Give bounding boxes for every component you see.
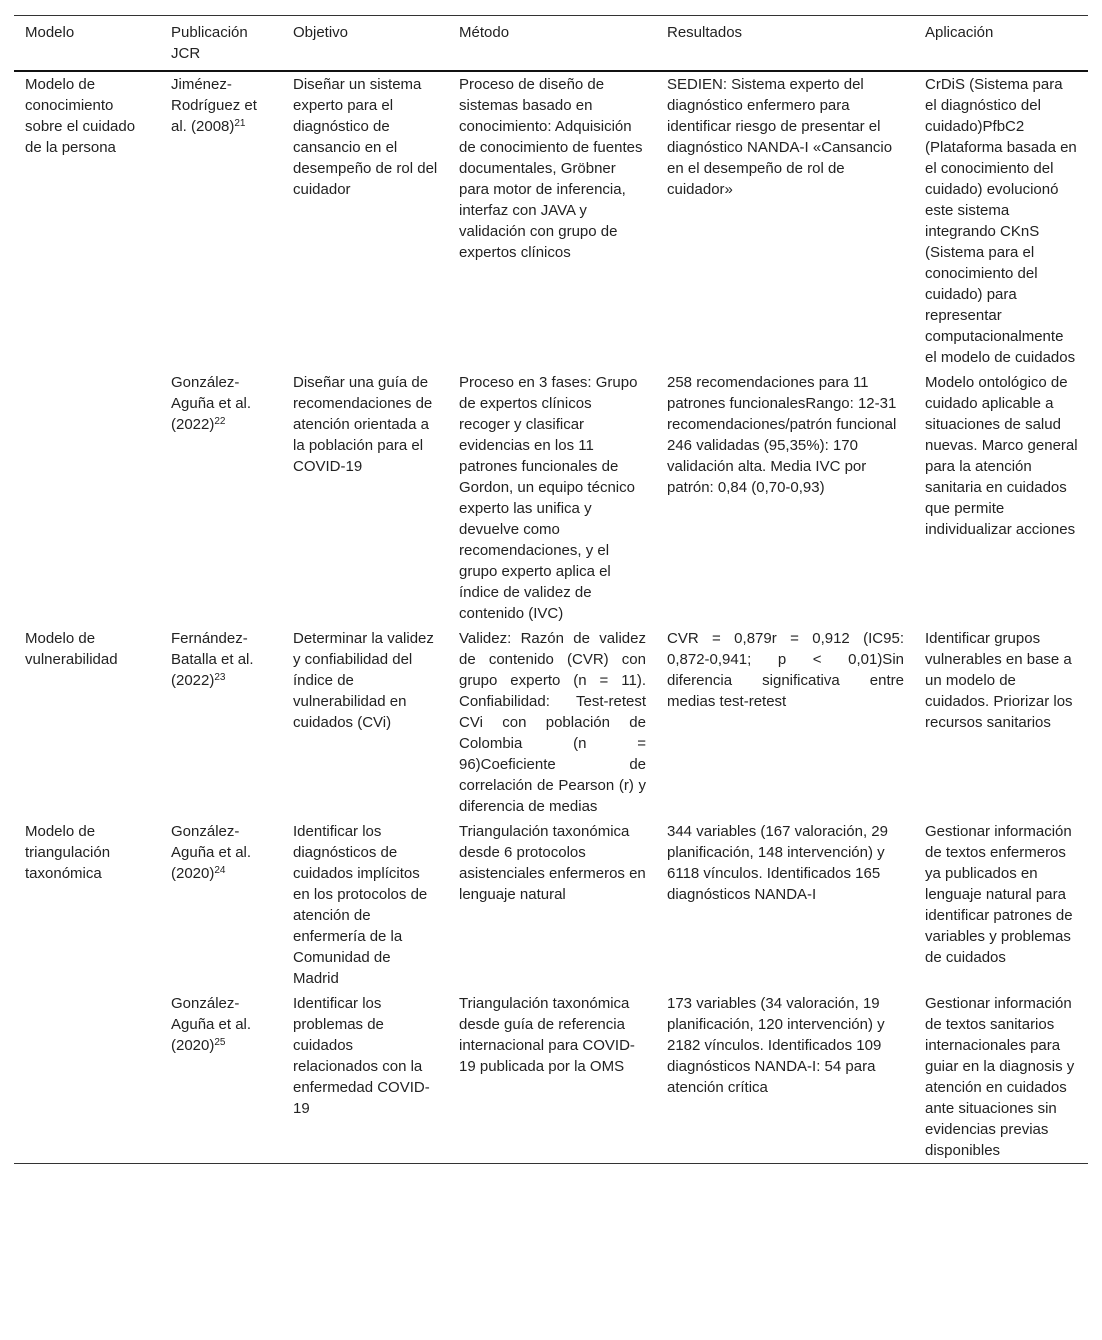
cell-objetivo: Identificar los problemas de cuidados relacionados con la enfermedad COVID-19 — [293, 995, 430, 1117]
cell-metodo: Proceso en 3 fases: Grupo de expertos clínicos recoger y clasificar evidencias en los 11 patrones funcionales de Gordon, un equipo técnico experto las unifica y devuelve como recomendaciones, y el grupo experto aplica el índice de validez de contenido (IVC) — [459, 374, 638, 622]
cell-aplicacion: Modelo ontológico de cuidado aplicable a situaciones de salud nuevas. Marco general para la atención sanitaria en cuidados que permite individualizar acciones — [925, 374, 1078, 538]
header-modelo: Modelo — [25, 24, 75, 41]
table-body — [14, 71, 1088, 1164]
author: Fernández-Batalla et al. — [171, 630, 254, 668]
author: González-Aguña et al. — [171, 995, 252, 1033]
cell-aplicacion: CrDiS (Sistema para el diagnóstico del cuidado)PfbC2 (Plataforma basada en el conocimiento del cuidado) evolucionó este sistema integrando CKnS (Sistema para el conocimiento del cuidado) para representar computacionalmente el modelo de cuidados — [925, 76, 1077, 366]
year: (2020) — [171, 865, 215, 882]
cell-metodo: Validez: Razón de validez de contenido (CVR) con grupo experto (n = 11). Confiabilidad: Test-retest CVi con población de Colombia (n = 96)Coeficiente de correlación de Pearson (r) y diferencia de medias — [459, 630, 646, 815]
reference-number: 24 — [214, 865, 226, 876]
year: (2008) — [191, 118, 235, 135]
reference-number: 25 — [214, 1037, 226, 1048]
cell-metodo: Triangulación taxonómica desde 6 protocolos asistenciales enfermeros en lenguaje natural — [459, 823, 646, 903]
cell-objetivo: Diseñar un sistema experto para el diagnóstico de cansancio en el desempeño de rol del cuidador — [293, 76, 438, 198]
cell-aplicacion: Gestionar información de textos enfermeros ya publicados en lenguaje natural para identificar patrones de variables y problemas de cuidados — [925, 823, 1073, 966]
year: (2022) — [171, 672, 215, 689]
models-table — [14, 15, 1088, 1164]
author: Jiménez-Rodríguez et al. — [171, 76, 257, 135]
header-metodo: Método — [459, 24, 510, 41]
cell-metodo: Triangulación taxonómica desde guía de referencia internacional para COVID-19 publicada por la OMS — [459, 995, 635, 1075]
cell-aplicacion: Identificar grupos vulnerables en base a un modelo de cuidados. Priorizar los recursos sanitarios — [925, 630, 1073, 731]
cell-publicacion — [160, 71, 282, 370]
table-row — [14, 71, 1088, 370]
cell-modelo: Modelo de triangulación taxonómica — [25, 823, 111, 882]
cell-aplicacion: Gestionar información de textos sanitarios internacionales para guiar en la diagnosis y atención en cuidados ante situaciones sin evidencias previas disponibles — [925, 995, 1075, 1159]
cell-resultados: 173 variables (34 valoración, 19 planificación, 120 intervención) y 2182 vínculos. Identificados 109 diagnósticos NANDA-I: 54 para atención crítica — [667, 995, 885, 1096]
table-row — [14, 819, 1088, 991]
cell-resultados: 344 variables (167 valoración, 29 planificación, 148 intervención) y 6118 vínculos. Identificados 165 diagnósticos NANDA-I — [667, 823, 888, 903]
author: González-Aguña et al. — [171, 374, 252, 412]
cell-metodo: Proceso de diseño de sistemas basado en conocimiento: Adquisición de conocimiento de fuentes documentales, Gröbner para motor de inferencia, interfaz con JAVA y validación con grupo de expertos clínicos — [459, 76, 643, 261]
header-objetivo: Objetivo — [293, 24, 349, 41]
cell-objetivo: Diseñar una guía de recomendaciones de atención orientada a la población para el COVID-19 — [293, 374, 433, 475]
table-row — [14, 370, 1088, 626]
year: (2022) — [171, 416, 215, 433]
cell-resultados: CVR = 0,879r = 0,912 (IC95: 0,872-0,941; p < 0,01)Sin diferencia significativa entre medias test-retest — [667, 630, 904, 710]
header-publicacion: Publicación JCR — [171, 24, 248, 62]
header-resultados: Resultados — [667, 24, 743, 41]
year: (2020) — [171, 1037, 215, 1054]
cell-resultados: 258 recomendaciones para 11 patrones funcionalesRango: 12-31 recomendaciones/patrón funcional 246 validadas (95,35%): 170 validación alta. Media IVC por patrón: 0,84 (0,70-0,93) — [667, 374, 897, 496]
cell-publicacion — [160, 370, 282, 626]
cell-resultados: SEDIEN: Sistema experto del diagnóstico enfermero para identificar riesgo de presentar el diagnóstico NANDA-I «Cansancio en el desempeño de rol de cuidador» — [667, 76, 893, 198]
cell-modelo: Modelo de conocimiento sobre el cuidado de la persona — [25, 76, 136, 156]
header-row — [14, 16, 1088, 72]
author: González-Aguña et al. — [171, 823, 252, 861]
reference-number: 22 — [214, 416, 226, 427]
reference-number: 23 — [214, 672, 226, 683]
cell-publicacion — [160, 626, 282, 819]
cell-modelo: Modelo de vulnerabilidad — [25, 630, 118, 668]
header-aplicacion: Aplicación — [925, 24, 994, 41]
cell-objetivo: Identificar los diagnósticos de cuidados implícitos en los protocolos de atención de enfermería de la Comunidad de Madrid — [293, 823, 428, 987]
table-header — [14, 16, 1088, 72]
table-row — [14, 626, 1088, 819]
cell-publicacion — [160, 991, 282, 1164]
cell-objetivo: Determinar la validez y confiabilidad del índice de vulnerabilidad en cuidados (CVi) — [293, 630, 434, 731]
cell-publicacion — [160, 819, 282, 991]
reference-number: 21 — [234, 118, 246, 129]
table-row — [14, 991, 1088, 1164]
